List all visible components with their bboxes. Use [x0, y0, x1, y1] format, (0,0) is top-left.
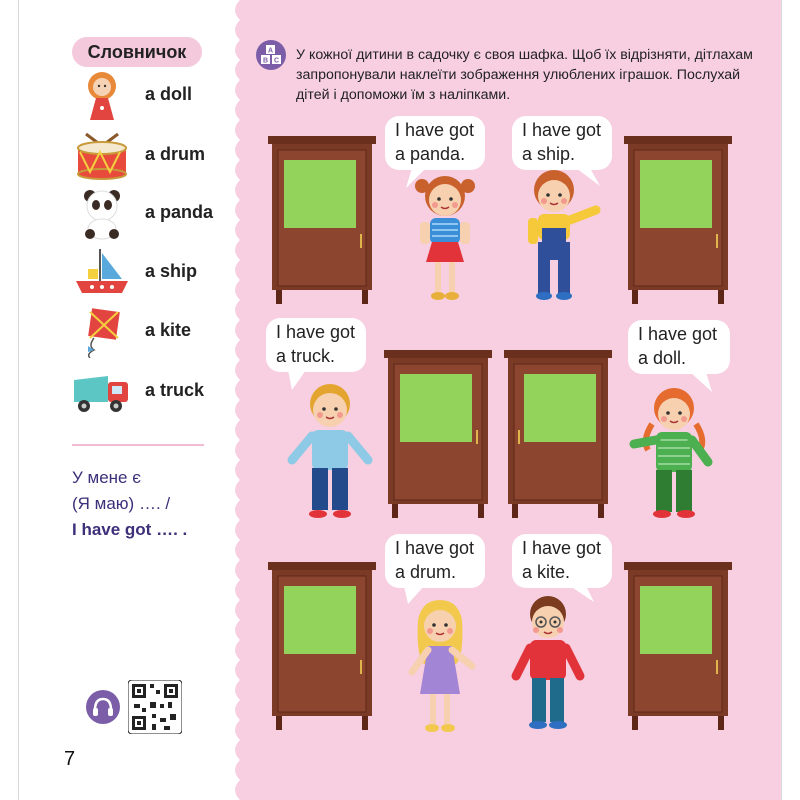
boy-truck-character	[284, 380, 374, 520]
boy-kite-character	[508, 594, 588, 734]
svg-text:B: B	[262, 57, 269, 65]
phrase-line-1: У мене є	[72, 468, 141, 487]
vocab-word: a truck	[145, 380, 205, 400]
bubble-line-2: a doll.	[638, 348, 687, 368]
boy-ship-character	[522, 168, 602, 304]
bubble-line-1: I have got	[638, 324, 718, 344]
vocab-word: a drum	[145, 144, 206, 164]
girl-drum-character	[400, 594, 480, 734]
bubble-line-1: I have got	[522, 538, 602, 558]
phrase-line-2: (Я маю) …. /	[72, 494, 171, 513]
bubble-line-2: a truck.	[276, 346, 336, 366]
svg-text:C: C	[273, 57, 280, 65]
vocabulary-title: Словничок	[72, 37, 202, 67]
svg-text:A: A	[267, 47, 274, 55]
bubble-line-2: a ship.	[522, 144, 576, 164]
phrase-line-3: I have got …. .	[72, 520, 188, 539]
girl-doll-character	[628, 384, 714, 520]
bubble-line-2: a kite.	[522, 562, 571, 582]
instruction-text: У кожної дитини в садочку є своя шафка. Щоб їх відрізняти, дітлахам запропонували наклеїти зображення улюблених іграшок. Послухай дітей і допоможи їм з наліпками.	[296, 47, 753, 103]
vocab-word: a doll	[145, 84, 193, 104]
bubble-line-2: a panda.	[395, 144, 466, 164]
bubble-line-1: I have got	[522, 120, 602, 140]
bubble-line-2: a drum.	[395, 562, 457, 582]
vocab-word: a panda	[145, 202, 214, 222]
bubble-line-1: I have got	[276, 322, 356, 342]
vocab-word: a ship	[145, 261, 198, 281]
vocab-word: a kite	[145, 320, 192, 340]
page-number: 7	[64, 748, 76, 770]
bubble-line-1: I have got	[395, 538, 475, 558]
girl-panda-character	[410, 172, 480, 304]
bubble-line-1: I have got	[395, 120, 475, 140]
